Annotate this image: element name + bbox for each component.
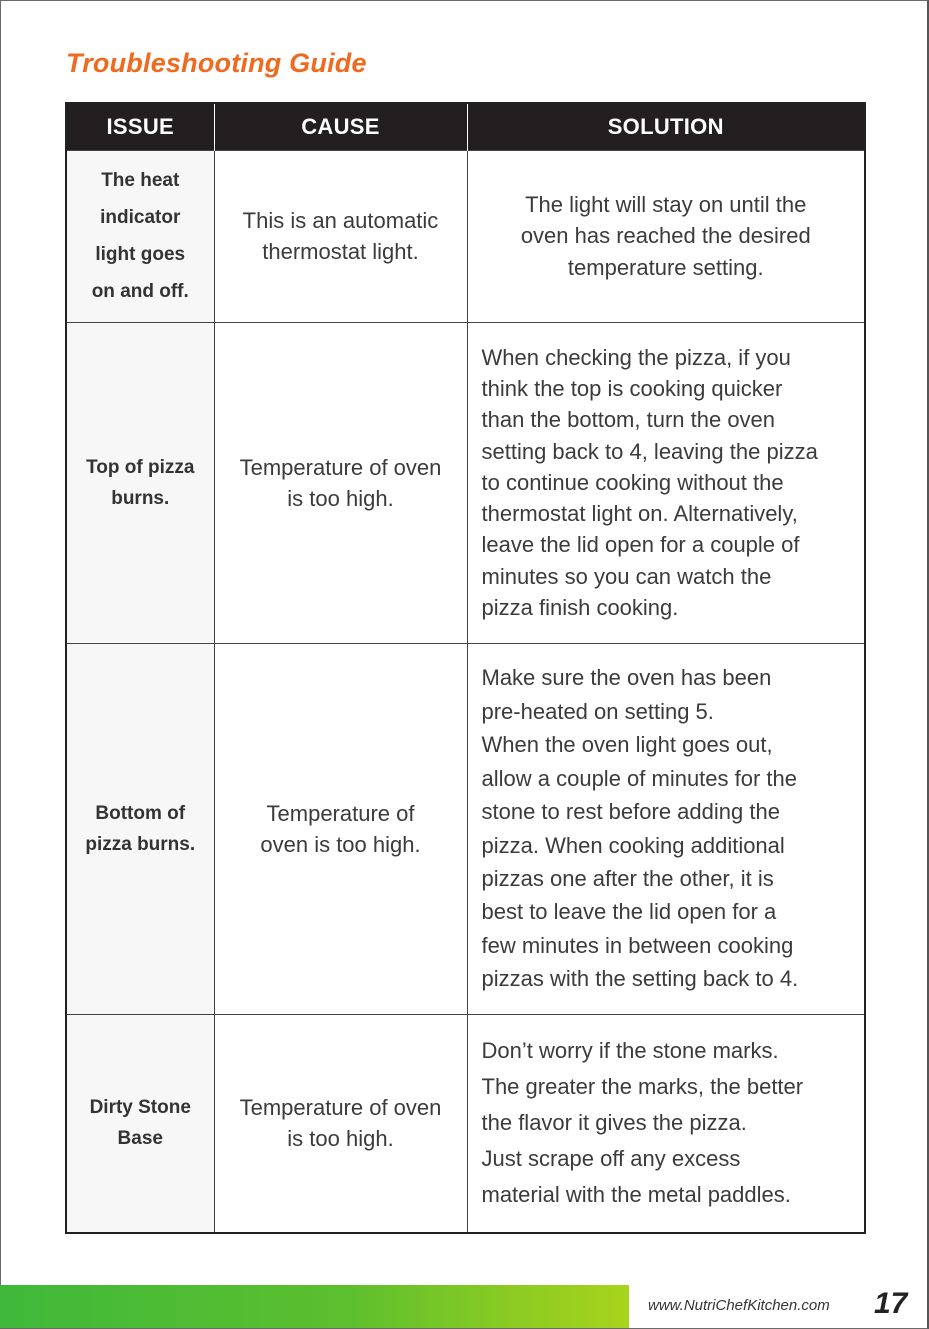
issue-cell [66, 150, 214, 322]
page-number: 17 [874, 1287, 908, 1320]
solution-line: temperature setting. [567, 254, 764, 280]
solution-line: pre-heated on setting 5. [481, 698, 714, 724]
issue-cell [66, 1014, 214, 1233]
issue-line: indicator [100, 207, 181, 228]
issue-line: pizza burns. [85, 833, 196, 855]
cause-cell [214, 150, 467, 322]
table-header-row [66, 103, 865, 150]
cause-line: Temperature of oven [239, 1095, 442, 1121]
solution-line: to continue cooking without the [481, 469, 784, 495]
header-issue: ISSUE [66, 103, 214, 150]
page-title: Troubleshooting Guide [66, 48, 367, 78]
solution-line: leave the lid open for a couple of [481, 532, 800, 558]
cause-line: oven is too high. [260, 831, 421, 857]
solution-line: the flavor it gives the pizza. [481, 1110, 747, 1136]
issue-line: on and off. [91, 281, 189, 302]
solution-line: stone to rest before adding the [481, 799, 780, 825]
solution-line: The light will stay on until the [525, 192, 807, 218]
table-row [66, 150, 865, 322]
issue-cell [66, 643, 214, 1014]
footer-gradient-bar [0, 1285, 629, 1328]
solution-line: pizzas with the setting back to 4. [481, 966, 799, 992]
solution-line: The greater the marks, the better [481, 1074, 804, 1100]
solution-cell [467, 150, 865, 322]
table-row [66, 322, 865, 643]
cause-line: This is an automatic [242, 208, 439, 233]
solution-line: thermostat light on. Alternatively, [481, 501, 798, 527]
solution-line: When the oven light goes out, [481, 732, 773, 758]
solution-cell [467, 643, 865, 1014]
solution-line: pizza finish cooking. [481, 594, 679, 620]
solution-line: few minutes in between cooking [481, 932, 794, 958]
solution-line: pizzas one after the other, it is [481, 865, 774, 891]
solution-line: best to leave the lid open for a [481, 899, 777, 925]
header-cause: CAUSE [214, 103, 467, 150]
issue-line: Top of pizza [86, 456, 195, 478]
issue-line: light goes [95, 244, 186, 265]
issue-cell [66, 322, 214, 643]
solution-line: than the bottom, turn the oven [481, 407, 776, 433]
issue-line: The heat [101, 170, 180, 191]
solution-line: When checking the pizza, if you [481, 345, 791, 371]
solution-line: pizza. When cooking additional [481, 832, 785, 858]
cause-cell [214, 643, 467, 1014]
solution-line: minutes so you can watch the [481, 563, 772, 589]
issue-line: Base [117, 1128, 163, 1150]
troubleshooting-table [65, 102, 866, 1234]
header-solution: SOLUTION [467, 103, 865, 150]
solution-cell [467, 322, 865, 643]
solution-line: setting back to 4, leaving the pizza [481, 438, 818, 464]
table-row [66, 643, 865, 1014]
table-row [66, 1014, 865, 1233]
cause-line: Temperature of [266, 800, 415, 826]
cause-cell [214, 1014, 467, 1233]
solution-line: material with the metal paddles. [481, 1182, 791, 1208]
solution-line: Make sure the oven has been [481, 665, 772, 691]
cause-line: is too high. [287, 1126, 394, 1152]
solution-cell [467, 1014, 865, 1233]
solution-line: Just scrape off any excess [481, 1146, 741, 1172]
cause-line: is too high. [287, 485, 394, 511]
solution-line: allow a couple of minutes for the [481, 765, 798, 791]
issue-line: Bottom of [95, 802, 186, 824]
issue-line: Dirty Stone [89, 1097, 191, 1119]
solution-line: oven has reached the desired [520, 223, 811, 249]
solution-line: Don’t worry if the stone marks. [481, 1038, 779, 1064]
solution-line: think the top is cooking quicker [481, 376, 783, 402]
footer-website-link[interactable]: www.NutriChefKitchen.com [648, 1297, 830, 1314]
cause-line: Temperature of oven [239, 454, 442, 480]
cause-line: thermostat light. [262, 239, 419, 264]
issue-line: burns. [111, 487, 170, 509]
cause-cell [214, 322, 467, 643]
